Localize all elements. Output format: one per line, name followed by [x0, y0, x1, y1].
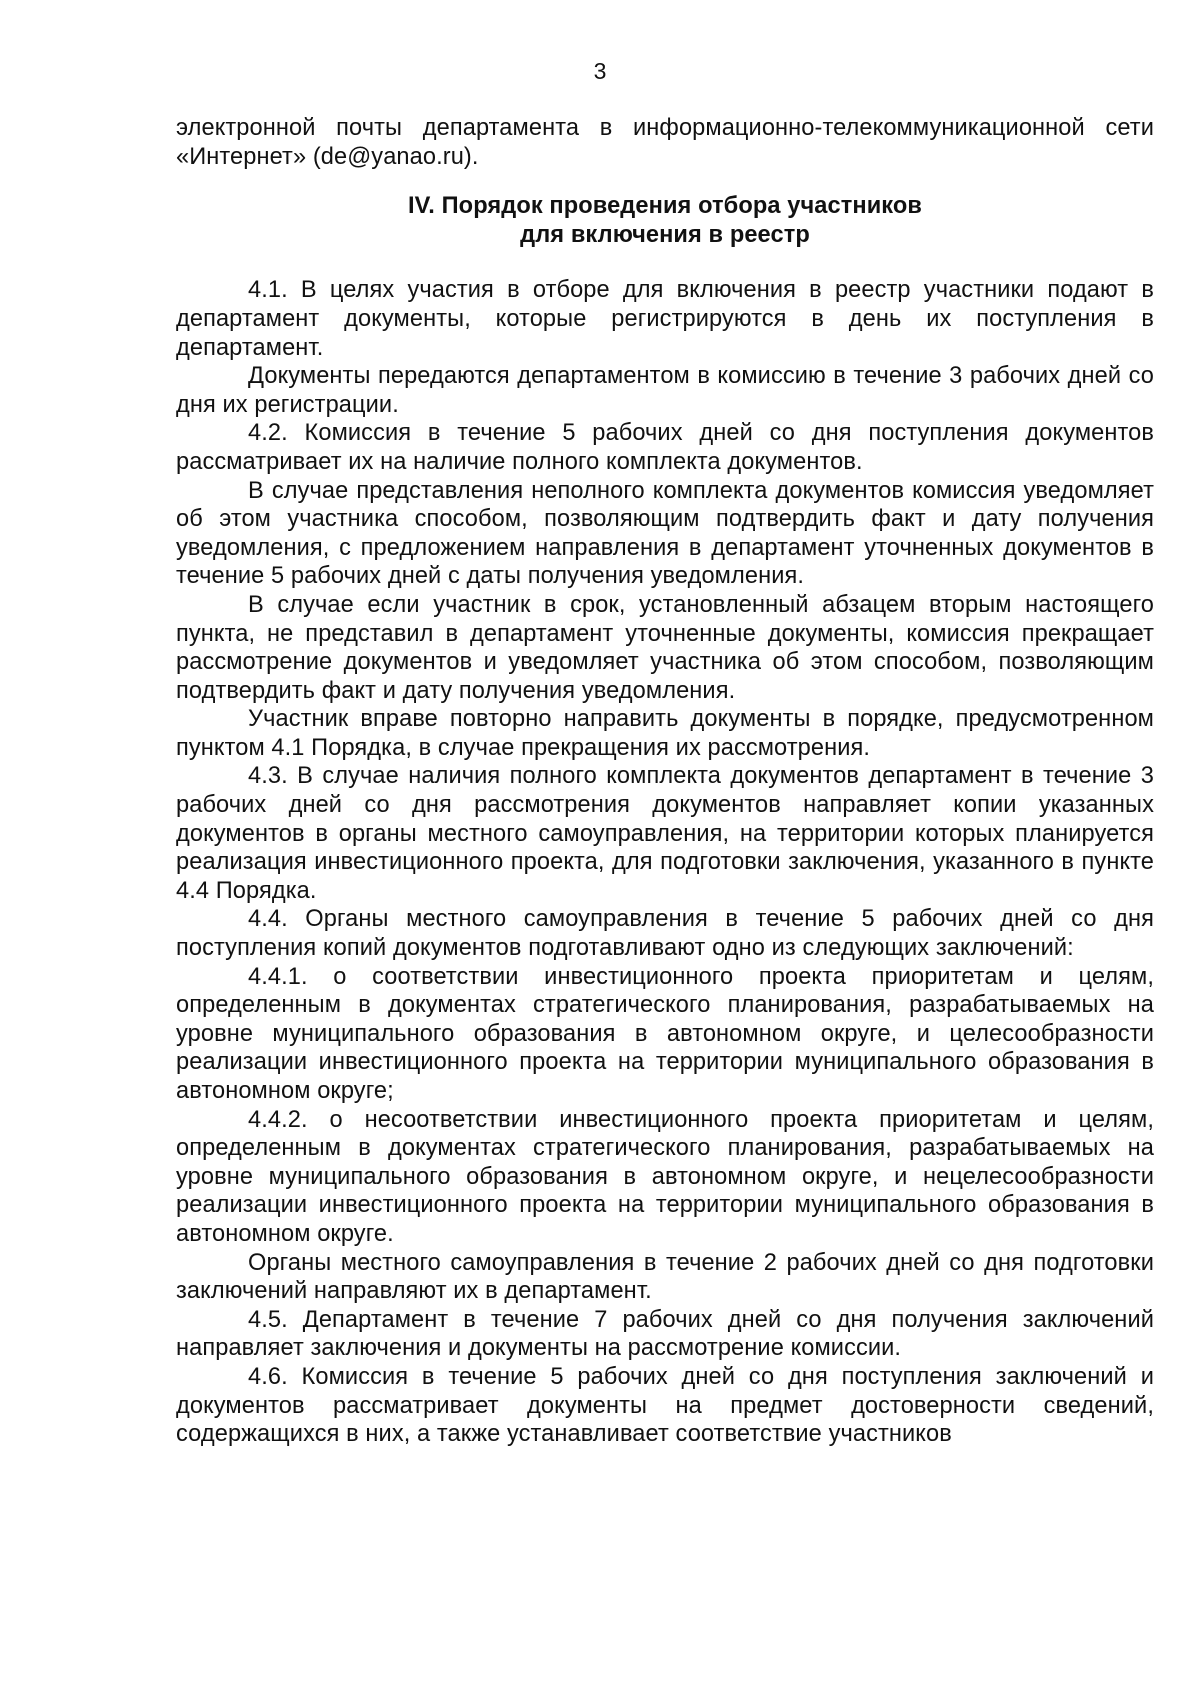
paragraph-termination: В случае если участник в срок, установленный абзацем вторым настоящего пункта, не представил в департамент уточненные документы, комиссия прекращает рассмотрение документов и уведомляет участника об этом способом, позволяющим подтвердить факт и дату получения уведомления.	[176, 591, 1154, 704]
document-body	[176, 114, 1154, 1449]
page-number: 3	[593, 58, 607, 84]
section-title-line-1: IV. Порядок проведения отбора участников	[407, 193, 923, 220]
paragraph-incomplete-set: В случае представления неполного комплекта документов комиссия уведомляет об этом участника способом, позволяющим подтвердить факт и дату получения уведомления, с предложением направления в департамент уточненных документов в течение 5 рабочих дней с даты получения уведомления.	[176, 477, 1154, 590]
paragraph-4-4: 4.4. Органы местного самоуправления в течение 5 рабочих дней со дня поступления копий документов подготавливают одно из следующих заключений:	[176, 906, 1154, 962]
paragraph-4-2: 4.2. Комиссия в течение 5 рабочих дней со дня поступления документов рассматривает их на наличие полного комплекта документов.	[176, 420, 1154, 475]
paragraph-4-4-1: 4.4.1. о соответствии инвестиционного проекта приоритетам и целям, определенным в документах стратегического планирования, разрабатываемых на уровне муниципального образования в автономном округе, и целесообразности реализации инвестиционного проекта на территории муниципального образования в автономном округе;	[176, 963, 1154, 1104]
paragraph-4-6: 4.6. Комиссия в течение 5 рабочих дней со дня поступления заключений и документов рассматривает документы на предмет достоверности сведений, содержащихся в них, а также устанавливает соответствие участников	[176, 1363, 1154, 1448]
paragraph-documents-transfer: Документы передаются департаментом в комиссию в течение 3 рабочих дней со дня их регистрации.	[176, 363, 1154, 418]
paragraph-4-5: 4.5. Департамент в течение 7 рабочих дней со дня получения заключений направляет заключения и документы на рассмотрение комиссии.	[176, 1306, 1154, 1362]
paragraph-4-3: 4.3. В случае наличия полного комплекта документов департамент в течение 3 рабочих дней со дня рассмотрения документов направляет копии указанных документов в органы местного самоуправления, на территории которых планируется реализация инвестиционного проекта, для подготовки заключения, указанного в пункте 4.4 Порядка.	[176, 763, 1154, 904]
paragraph-resubmission: Участник вправе повторно направить документы в порядке, предусмотренном пунктом 4.1 Порядка, в случае прекращения их рассмотрения.	[176, 706, 1154, 761]
paragraph-conclusions-sent: Органы местного самоуправления в течение 2 рабочих дней со дня подготовки заключений направляют их в департамент.	[176, 1249, 1154, 1305]
paragraph-4-4-2: 4.4.2. о несоответствии инвестиционного проекта приоритетам и целям, определенным в документах стратегического планирования, разрабатываемых на уровне муниципального образования в автономном округе, и нецелесообразности реализации инвестиционного проекта на территории муниципального образования в автономном округе.	[176, 1106, 1154, 1247]
paragraph-4-1: 4.1. В целях участия в отборе для включения в реестр участники подают в департамент документы, которые регистрируются в день их поступления в департамент.	[176, 277, 1154, 361]
section-title-line-2: для включения в реестр	[520, 221, 810, 248]
section-title	[176, 192, 1154, 249]
intro-paragraph: электронной почты департамента в информационно-телекоммуникационной сети «Интернет» (de@yanao.ru).	[176, 115, 1154, 170]
